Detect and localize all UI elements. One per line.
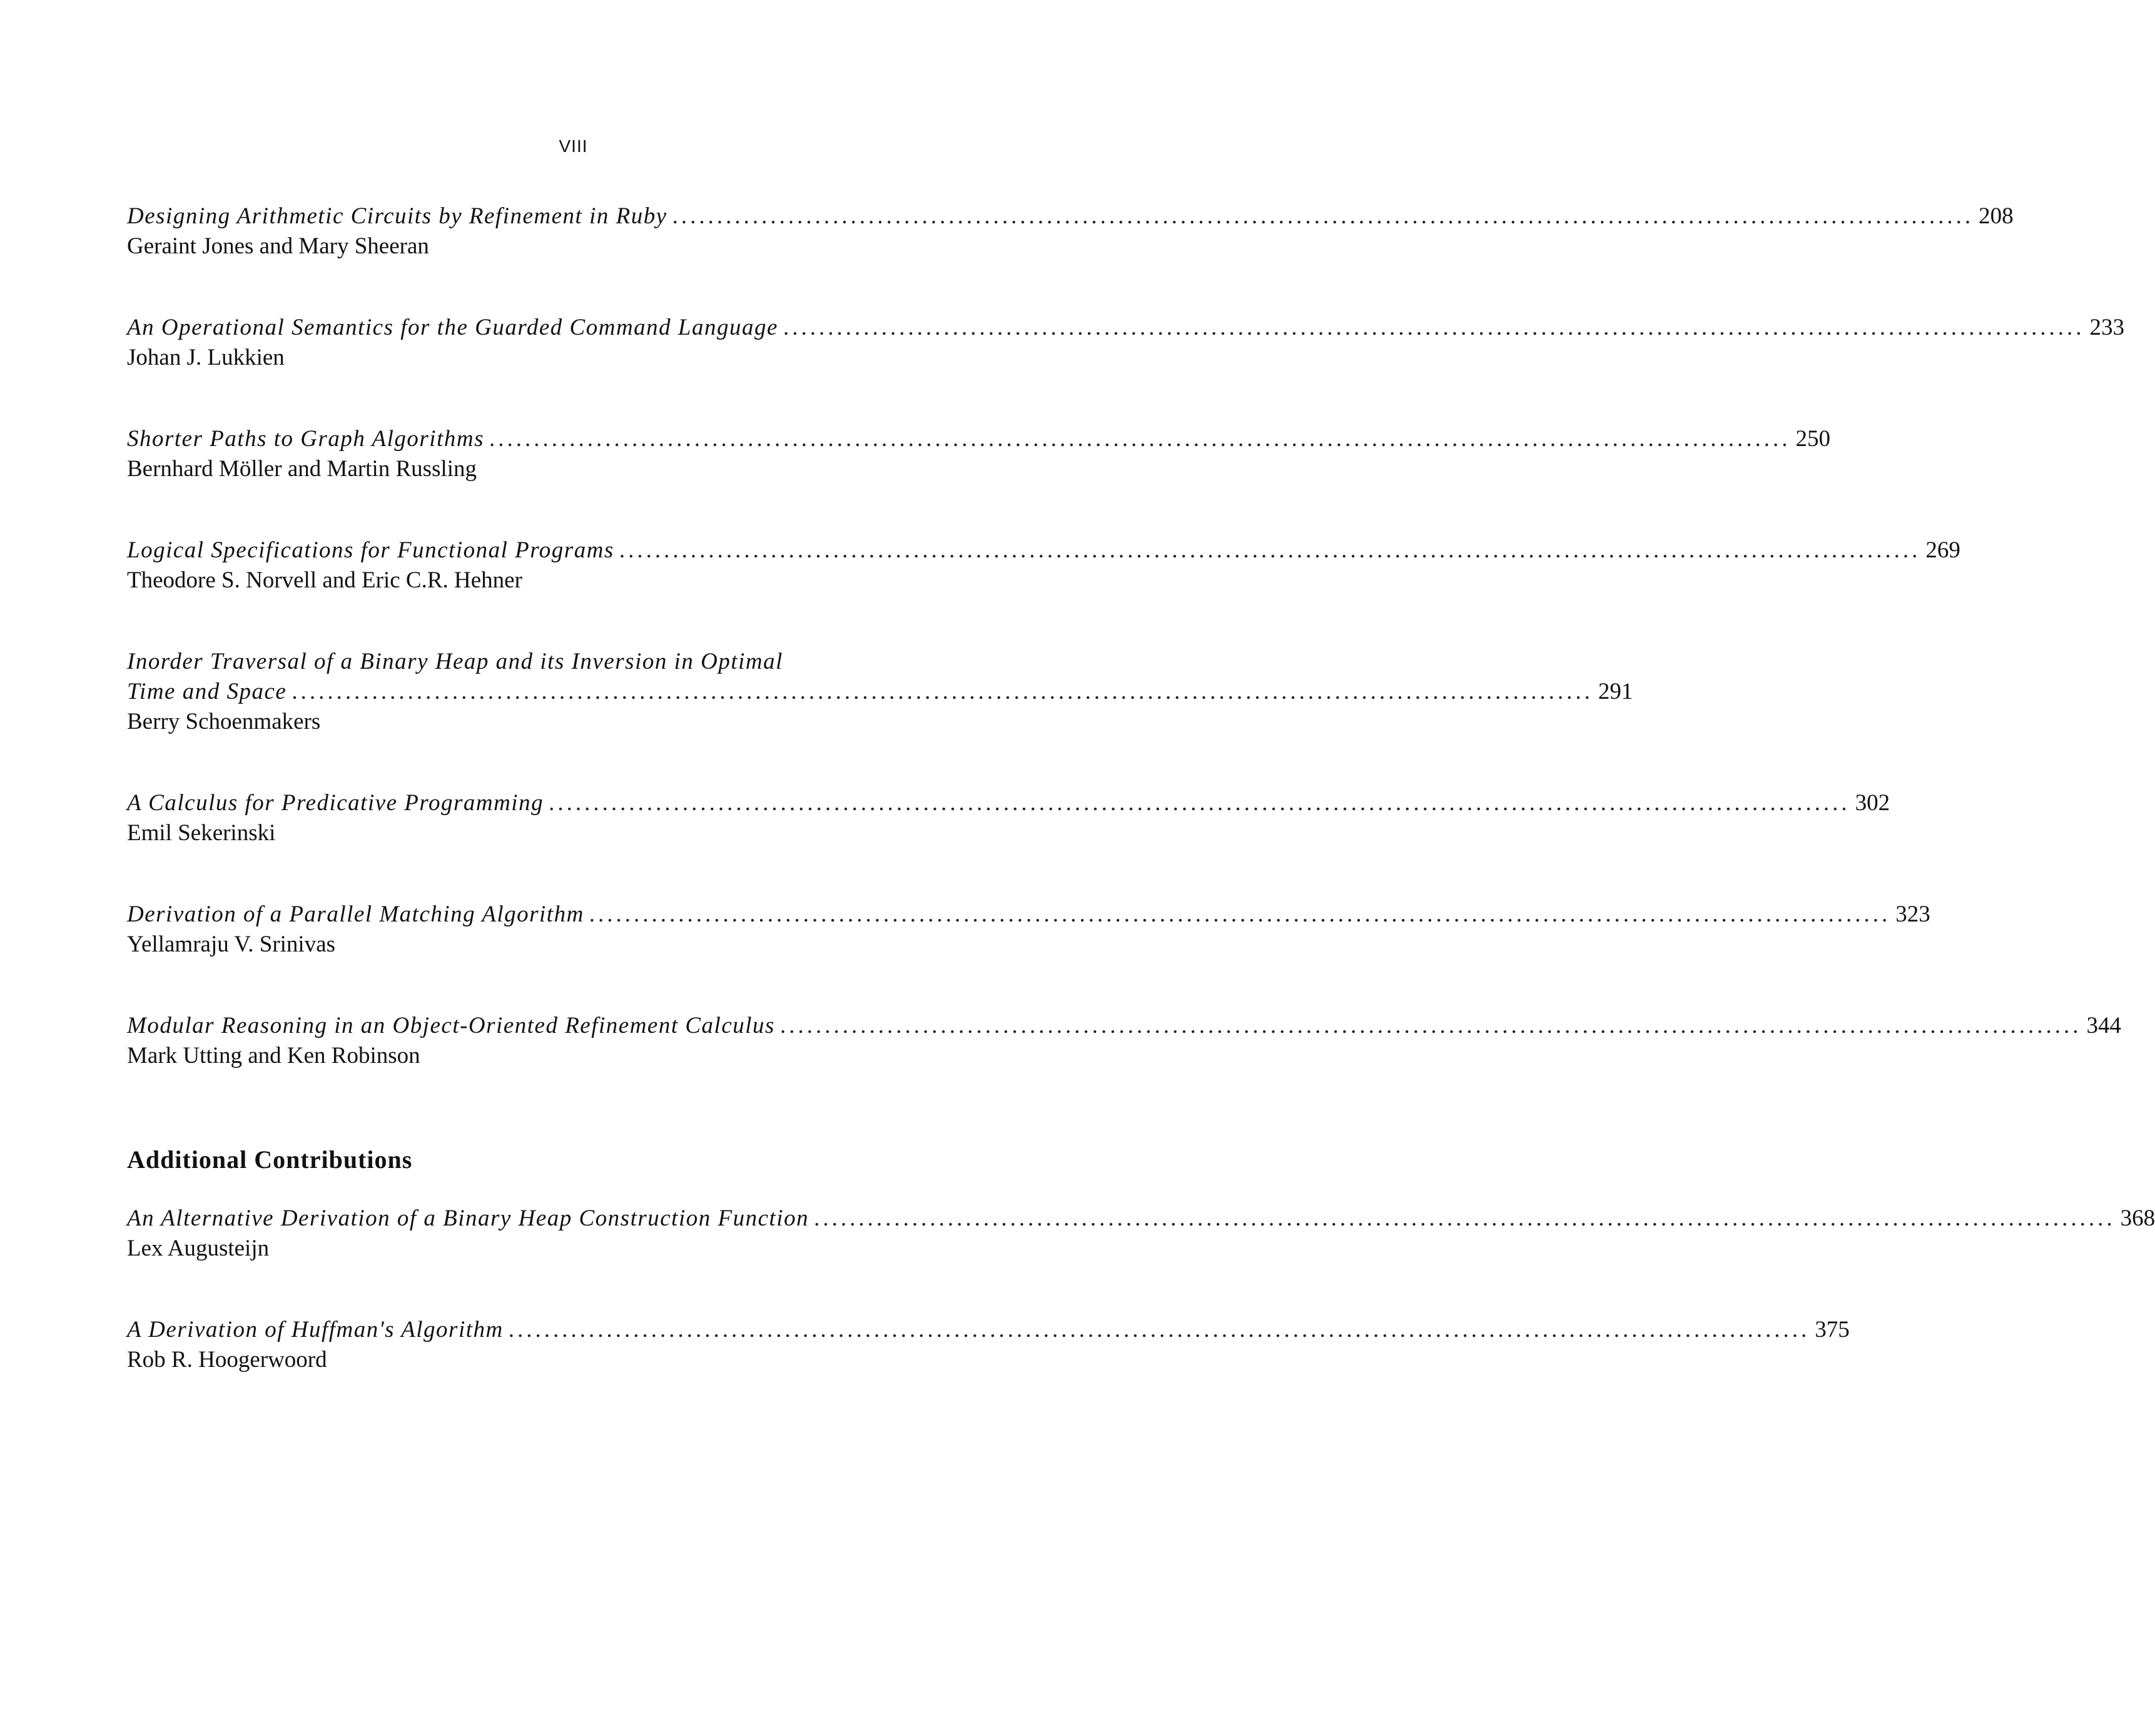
- entry-page-number: 344: [2086, 1013, 2121, 1038]
- entry-page-number: 368: [2120, 1206, 2155, 1231]
- dot-leader: ..................................................................................................................................................: [619, 537, 1921, 563]
- dot-leader: ..................................................................................................................................................: [779, 1013, 2082, 1038]
- toc-entry: [127, 900, 1930, 960]
- entry-title: Modular Reasoning in an Object-Oriented Refinement Calculus: [127, 1013, 775, 1038]
- entry-title: Designing Arithmetic Circuits by Refinement in Ruby: [127, 203, 667, 229]
- toc-entry: [127, 647, 1633, 737]
- entry-page-number: 375: [1815, 1317, 1850, 1343]
- dot-leader: ..................................................................................................................................................: [549, 790, 1850, 816]
- entry-authors: Yellamraju V. Srinivas: [127, 931, 336, 957]
- toc-entry: [127, 201, 2014, 261]
- entry-authors: Johan J. Lukkien: [127, 345, 285, 370]
- entry-title: A Derivation of Huffman's Algorithm: [127, 1317, 504, 1343]
- dot-leader: ..................................................................................................................................................: [783, 315, 2085, 340]
- entry-page-number: 302: [1855, 790, 1890, 816]
- entry-title: An Operational Semantics for the Guarded Command Language: [127, 315, 778, 340]
- entry-title: Shorter Paths to Graph Algorithms: [127, 426, 484, 452]
- dot-leader: ..................................................................................................................................................: [508, 1317, 1810, 1343]
- entry-authors: Bernhard Möller and Martin Russling: [127, 456, 477, 482]
- entry-page-number: 291: [1598, 679, 1633, 704]
- toc-entry: [127, 788, 1890, 848]
- entry-authors: Emil Sekerinski: [127, 820, 276, 846]
- table-of-contents: [127, 201, 2155, 1375]
- entry-authors: Berry Schoenmakers: [127, 709, 321, 734]
- entry-page-number: 233: [2089, 315, 2124, 340]
- page-number: VIII: [559, 136, 588, 156]
- entry-authors: Rob R. Hoogerwoord: [127, 1347, 327, 1373]
- entry-authors: Geraint Jones and Mary Sheeran: [127, 233, 429, 259]
- entry-title-line-1: Inorder Traversal of a Binary Heap and its Inversion in Optimal: [127, 649, 783, 674]
- dot-leader: ..................................................................................................................................................: [672, 203, 1974, 229]
- entry-title: Derivation of a Parallel Matching Algorithm: [127, 901, 584, 927]
- entry-page-number: 269: [1925, 537, 1960, 563]
- entry-title: Logical Specifications for Functional Programs: [127, 537, 614, 563]
- toc-entry: [127, 424, 1830, 484]
- toc-entry: [127, 1315, 1850, 1375]
- dot-leader: ..................................................................................................................................................: [589, 901, 1891, 927]
- entry-page-number: 323: [1895, 901, 1930, 927]
- entry-authors: Theodore S. Norvell and Eric C.R. Hehner: [127, 567, 522, 593]
- entry-page-number: 250: [1795, 426, 1830, 452]
- entry-authors: Lex Augusteijn: [127, 1236, 270, 1261]
- section-heading: Additional Contributions: [127, 1145, 413, 1174]
- toc-entry: [127, 1204, 2155, 1264]
- dot-leader: ..................................................................................................................................................: [489, 426, 1791, 452]
- toc-entry: [127, 536, 1960, 596]
- toc-entry: [127, 313, 2124, 373]
- dot-leader: ..................................................................................................................................................: [292, 679, 1593, 704]
- entry-page-number: 208: [1979, 203, 2014, 229]
- dot-leader: ..................................................................................................................................................: [814, 1206, 2116, 1231]
- entry-title: A Calculus for Predicative Programming: [127, 790, 544, 816]
- toc-entry: [127, 1011, 2121, 1071]
- entry-title-line-2: Time and Space: [127, 679, 287, 704]
- entry-title: An Alternative Derivation of a Binary Heap Construction Function: [127, 1206, 809, 1231]
- entry-authors: Mark Utting and Ken Robinson: [127, 1043, 420, 1069]
